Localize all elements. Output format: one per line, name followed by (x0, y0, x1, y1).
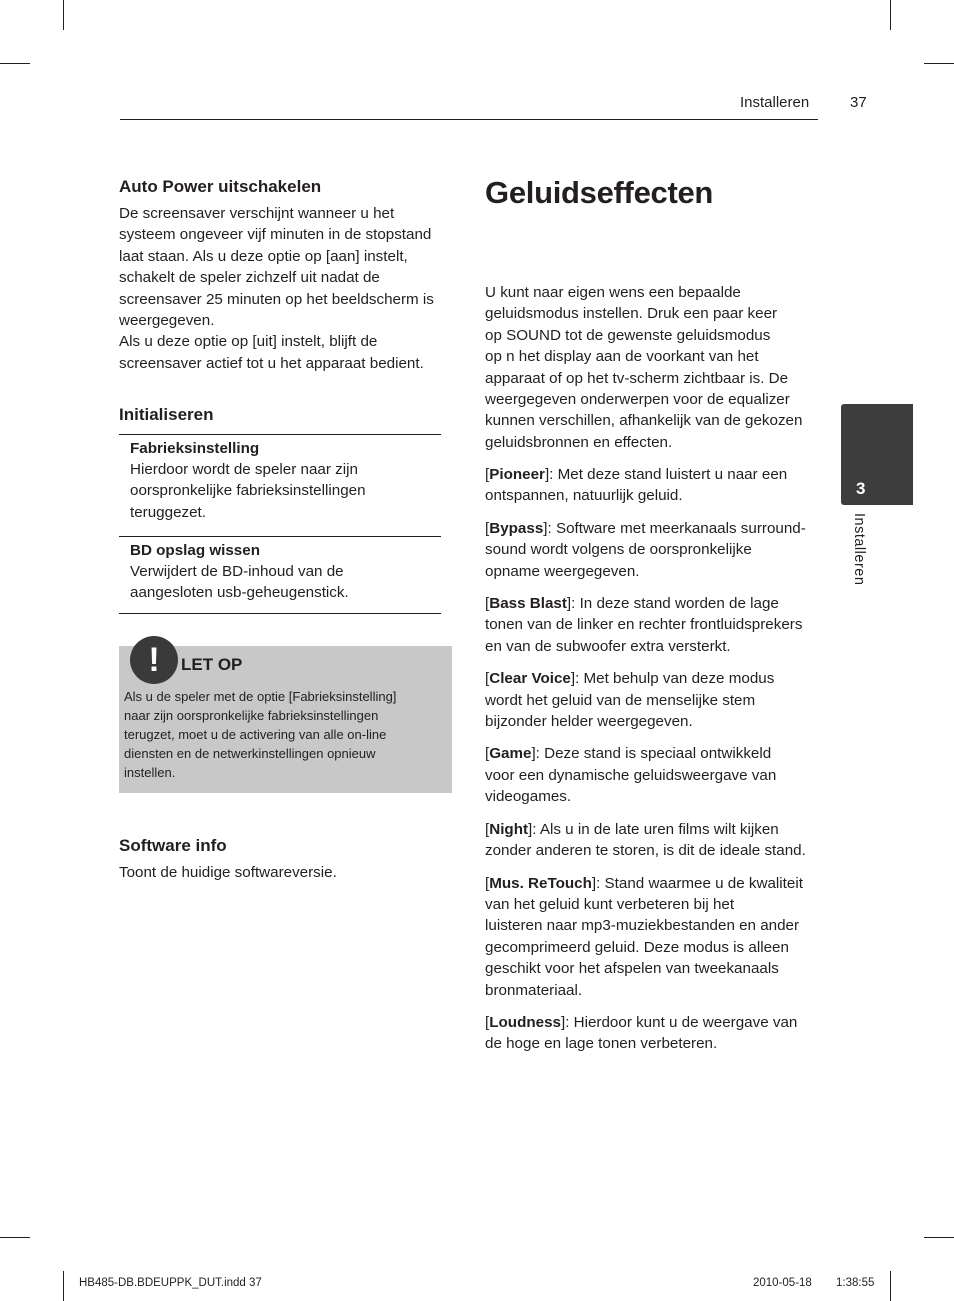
mode-name: Clear Voice (489, 670, 571, 688)
mode-name: Pioneer (489, 466, 545, 483)
crop-mark (890, 1271, 891, 1301)
init-item-title: Fabrieksinstelling (130, 440, 260, 457)
auto-power-heading: Auto Power uitschakelen (119, 177, 322, 196)
init-item-title: BD opslag wissen (130, 542, 260, 559)
mode-pioneer: [Pioneer]: Met deze stand luistert u naar een ontspannen, natuurlijk geluid. (485, 466, 788, 505)
mode-clear-voice: [Clear Voice]: Met behulp van deze modus wordt het geluid van de menselijke stem bijzonder helder weergegeven. (485, 670, 775, 731)
chapter-label: Installeren (851, 513, 867, 586)
mode-name: Loudness (489, 1013, 561, 1031)
mode-night: [Night]: Als u in de late uren films wilt kijken zonder anderen te storen, is dit de ideale stand. (485, 820, 806, 860)
mode-name: Bypass (489, 519, 544, 537)
footer-date: 2010-05-18 (753, 1277, 812, 1289)
mode-loudness: [Loudness]: Hierdoor kunt u de weergave van de hoge en lage tonen verbeteren. (485, 1013, 798, 1053)
init-heading: Initialiseren (119, 405, 214, 424)
crop-mark (0, 63, 30, 64)
mode-name: Game (489, 745, 532, 763)
crop-mark (63, 0, 64, 30)
running-header: Installeren (740, 94, 810, 111)
init-item-factory (130, 438, 441, 523)
header-rule (120, 119, 818, 120)
crop-mark (924, 63, 954, 64)
caution-text: Als u de speler met de optie [Fabrieksinstelling] naar zijn oorspronkelijke fabrieksinstellingen terugzet, moet u de activering van alle on-line diensten en de netwerkinstellingen opnieuw instellen. (124, 689, 397, 780)
mode-bypass: [Bypass]: Software met meerkanaals surround- sound wordt volgens de oorspronkelijke opname weergegeven. (485, 519, 806, 580)
mode-name: Mus. ReTouch (489, 874, 592, 892)
mode-mus-retouch: [Mus. ReTouch]: Stand waarmee u de kwaliteit van het geluid kunt verbeteren bij het luisteren naar mp3-muziekbestanden en ander gecomprimeerd geluid. Deze modus is alleen geschikt voor het afspelen van tweekanaals bronmateriaal. (485, 874, 803, 999)
crop-mark (924, 1237, 954, 1238)
footer-file: HB485-DB.BDEUPPK_DUT.indd 37 (79, 1277, 262, 1289)
init-item-text: Hierdoor wordt de speler naar zijn oorspronkelijke fabrieksinstellingen teruggezet. (130, 461, 366, 521)
init-rule-middle (119, 536, 441, 537)
crop-mark (0, 1237, 30, 1238)
mode-bass-blast: [Bass Blast]: In deze stand worden de lage tonen van de linker en rechter frontluidsprekers en van de subwoofer extra versterkt. (485, 595, 803, 655)
mode-name: Bass Blast (489, 595, 567, 613)
crop-mark (890, 0, 891, 30)
page-title: Geluidseffecten (485, 175, 714, 210)
init-rule-top (119, 434, 441, 435)
auto-power-section (119, 177, 454, 374)
crop-mark (63, 1271, 64, 1301)
footer-time: 1:38:55 (836, 1277, 875, 1289)
init-item-text: Verwijdert de BD-inhoud van de aangesloten usb-geheugenstick. (130, 563, 349, 602)
auto-power-text: De screensaver verschijnt wanneer u het systeem ongeveer vijf minuten in de stopstand laat staan. Als u deze optie op [aan] instelt, schakelt de speler zichzelf uit nadat de screensaver 25 minuten op het beeldscherm is weergegeven. Als u deze optie op [uit] instelt, blijft de screensaver actief tot u het apparaat bedient. (119, 205, 434, 372)
mode-name: Night (489, 820, 529, 838)
software-heading: Software info (119, 836, 227, 855)
intro-text: U kunt naar eigen wens een bepaalde geluidsmodus instellen. Druk een paar keer op SOUND tot de gewenste geluidsmodus op n het display aan de voorkant van het apparaat of op het tv-scherm zichtbaar is. De weergegeven onderwerpen voor de equalizer kunnen verschillen, afhankelijk van de gekozen geluidsbronnen en effecten. (485, 284, 803, 451)
init-rule-bottom (119, 613, 441, 614)
left-column (119, 177, 454, 374)
caution-title: LET OP (181, 655, 243, 674)
chapter-number: 3 (856, 479, 866, 498)
init-item-bd-clear (130, 540, 441, 604)
page-number: 37 (850, 94, 867, 111)
exclamation-icon: ! (130, 636, 178, 684)
mode-game: [Game]: Deze stand is speciaal ontwikkeld voor een dynamische geluidsweergave van videogames. (485, 745, 777, 806)
chapter-tab (841, 404, 913, 505)
software-text: Toont de huidige softwareversie. (119, 864, 337, 881)
sound-mode-list (485, 464, 830, 1066)
